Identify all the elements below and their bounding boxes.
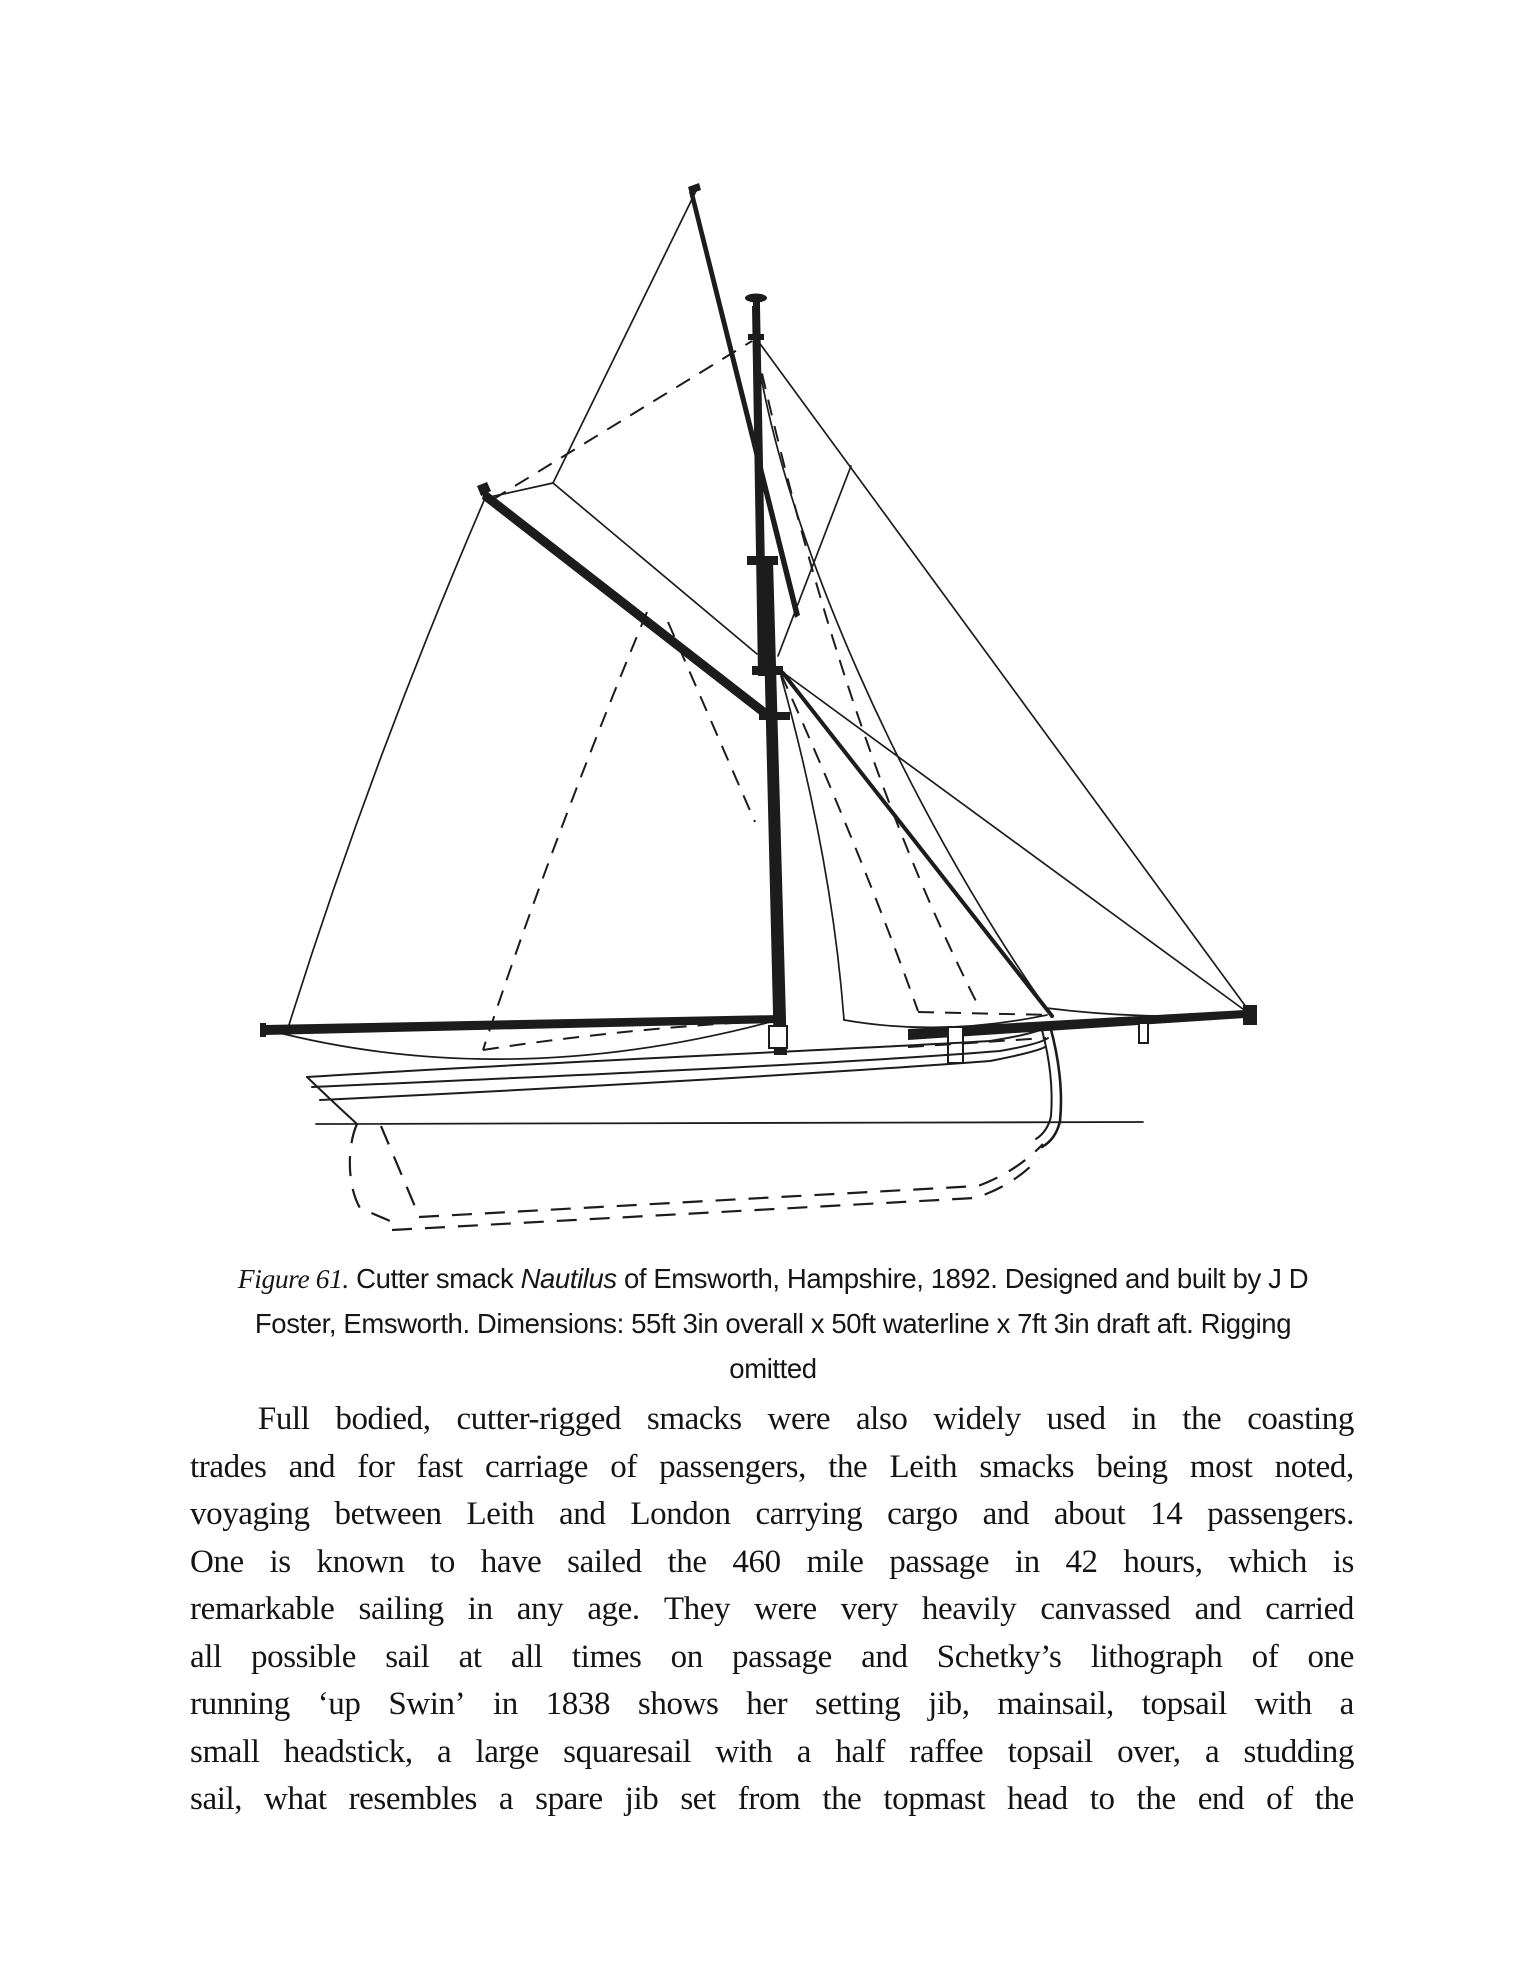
- first-line-indent: [190, 1396, 232, 1444]
- mainsail-leech: [288, 496, 486, 1028]
- vessel-name: Nautilus: [520, 1263, 617, 1294]
- dashed-gaff-line: [668, 622, 755, 822]
- bowsprit-tip-cap: [1243, 1005, 1257, 1025]
- topmast-band: [748, 334, 764, 340]
- paragraph-line-9: sail, what resembles a spare jib set from the topmast head to the end of the: [190, 1781, 1354, 1817]
- keel-dashed-lower: [392, 1158, 1039, 1230]
- figure-number-label: Figure 61.: [237, 1263, 349, 1294]
- spars-group: [260, 183, 1257, 1055]
- boom-end-cap: [260, 1023, 266, 1037]
- bowsprit-band: [1139, 1023, 1148, 1043]
- waterline: [316, 1122, 1143, 1124]
- masthead-cap-lower: [752, 666, 783, 675]
- staysail-leech: [781, 676, 844, 1020]
- paragraph-line-2: trades and for fast carriage of passengers, the Leith smacks being most noted,: [190, 1448, 1354, 1485]
- dashed-square-topsail-yard: [492, 341, 752, 500]
- paragraph-line-4: One is known to have sailed the 460 mile passage in 42 hours, which is: [190, 1543, 1354, 1580]
- masthead-cap-upper: [747, 556, 778, 565]
- figure-caption: [183, 1256, 1363, 1391]
- dashed-mainsail-leech: [483, 612, 647, 1050]
- dashed-staysail-foot: [918, 1012, 1051, 1015]
- topsail-luff: [553, 191, 696, 483]
- rudder-dashed-aft-edge: [381, 1126, 419, 1216]
- paragraph-line-6: all possible sail at all times on passage and Schetky’s lithograph of one: [190, 1638, 1354, 1675]
- paragraph-line-3: voyaging between Leith and London carrying cargo and about 14 passengers.: [190, 1496, 1354, 1532]
- paragraph-line-7: running ‘up Swin’ in 1838 shows her setting jib, mainsail, topsail with a: [190, 1686, 1354, 1722]
- dashed-staysail-leech: [781, 674, 918, 1011]
- mast: [762, 560, 787, 1055]
- topmast-truck-stem: [753, 300, 760, 307]
- keel-dashed-upper: [419, 1144, 1043, 1217]
- body-paragraph: [190, 1396, 1354, 1824]
- caption-line-2: Foster, Emsworth. Dimensions: 55ft 3in overall x 50ft waterline x 7ft 3in draft aft. Rigging: [254, 1308, 1292, 1339]
- gaff: [482, 489, 767, 719]
- caption-line-3: omitted: [729, 1353, 817, 1384]
- caption-text-pre-vessel: Cutter smack: [348, 1263, 521, 1294]
- paragraph-line-5: remarkable sailing in any age. They were very heavily canvassed and carried: [190, 1591, 1354, 1627]
- gooseneck-fitting: [769, 1026, 787, 1048]
- caption-line-1: [183, 1256, 1363, 1301]
- forestay: [783, 673, 1052, 1016]
- rudder-dashed-forward-edge: [350, 1124, 390, 1221]
- underwater-profile-group: [350, 1124, 1043, 1230]
- caption-text-post-vessel: of Emsworth, Hampshire, 1892. Designed and built by J D: [616, 1263, 1309, 1294]
- jib-leech: [756, 346, 1046, 1008]
- topsail-yard: [689, 189, 800, 618]
- paragraph-line-8: small headstick, a large squaresail with a half raffee topsail over, a studding: [190, 1733, 1354, 1770]
- paragraph-line-1: Full bodied, cutter-rigged smacks were also widely used in the coasting: [190, 1396, 1354, 1444]
- counter-stern-profile: [307, 1077, 357, 1124]
- hull-group: [307, 1026, 1143, 1147]
